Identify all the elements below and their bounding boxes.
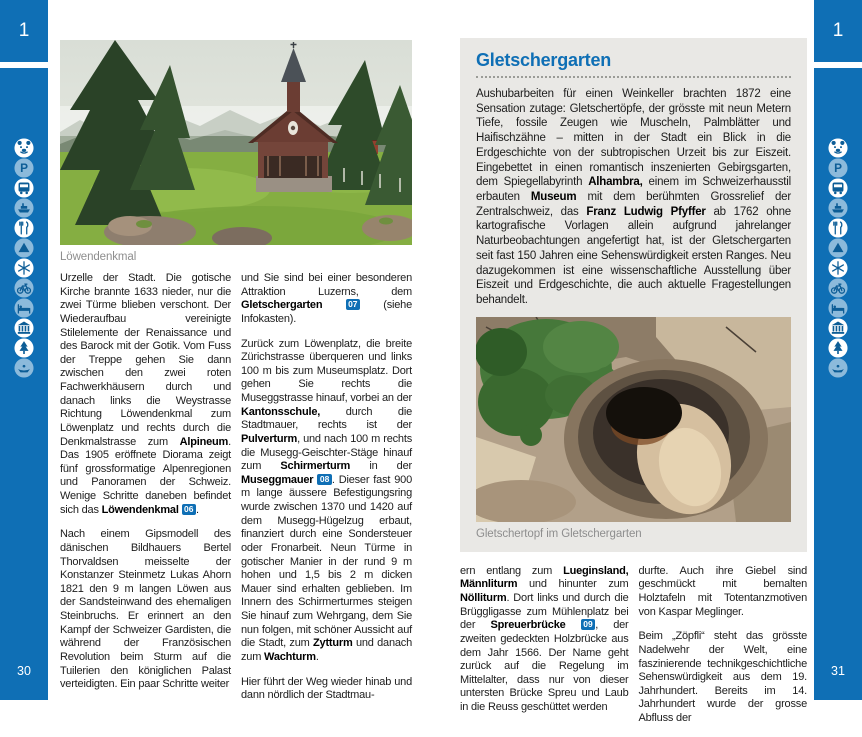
forest-icon (14, 338, 34, 358)
body-paragraph: ern entlang zum Lueginsland, Männliturm und hinunter zum Nölliturm. Dort links und durch die Brüggligasse zum Mühlenplatz bei der Spreuerbrücke 09 , der zweiten gedeckten Holzbrücke aus dem Jahr 1566. Der Name geht zurück auf die Regelung im Mittelalter, dass nur von dieser untersten Brücke Spreu und Laub in die Reuss geschüttet werden (460, 564, 629, 714)
sidebar-bar (0, 68, 48, 700)
rowboat-icon (14, 358, 34, 378)
text-column-2 (639, 565, 808, 737)
dotted-rule (476, 76, 791, 78)
text-column-1 (60, 272, 231, 714)
forest-icon (828, 338, 848, 358)
body-paragraph: Zurück zum Löwenplatz, die breite Zürichstrasse überqueren und links 100 m bis zum Museumsplatz. Dort gehen Sie rechts die Museggstrasse hinauf, vorbei an der Kantonsschule, durch die Stadtmauer, rechts ist der Pulverturm, und nach 100 m rechts die Musegg-Geischter-Stäge hinauf zum Schirmerturm in der Museggmauer 08 . Dieser fast 900 m lange äussere Befestigungsring wurde zwischen 1370 und 1420 auf dem Musegg-Hügelzug erbaut, finanziert durch eine Sondersteuer oder Fronarbeit. Neun Türme in gotischer Manier in der rund 9 m hohen und 1,5 bis 2 m dicken Mauer sind erhalten geblieben. Im Innern des Schirmerturmes steigen Sie hinauf zum Wehrgang, dem Sie nun folgen, mit schöner Aussicht auf die Stadt, zum Zytturm und danach zum Wachturm. (241, 337, 413, 663)
body-paragraph: und Sie sind bei einer besonderen Attraktion Luzerns, dem Gletschergarten 07 (siehe Infokasten). (241, 272, 412, 325)
chapter-tab (814, 0, 862, 62)
bear-icon (828, 138, 848, 158)
mountain-icon (828, 238, 848, 258)
restaurant-icon (828, 218, 848, 238)
page-number-left: 30 (17, 664, 31, 678)
body-paragraph: durfte. Auch ihre Giebel sind geschmückt mit bemalten Holztafeln mit Totentanzmotiven von Kaspar Meglinger. (638, 564, 807, 618)
svg-text:P: P (20, 161, 28, 176)
chapel-photo (60, 40, 412, 245)
page-number-right: 31 (831, 664, 845, 678)
chapter-number: 1 (832, 20, 844, 41)
right-page (460, 38, 807, 737)
rowboat-icon (828, 358, 848, 378)
museum-icon (14, 318, 34, 338)
steamboat-icon (14, 198, 34, 218)
infobox-body: Aushubarbeiten für einen Weinkeller brachten 1872 eine Sensation zutage: Gletschertöpfe, der grösste mit neun Metern Tiefe, fossile Zeugen wie Muscheln, Palmblätter und Haifischzähne – mitten in der Stadt ein Blick in die Erdgeschichte von der subtropischen Urzeit bis zur Eiszeit. Eingebettet in einen romantisch inszenierten Gebirgsgarten, dem Spiegellabyrinth Alhambra, einem im Schweizerhausstil erbauten Museum mit dem berühmten Grossrelief der Zentralschweiz, das Franz Ludwig Pfyffer ab 1762 ohne kartografische Vorlagen allein aufgrund jahrelanger Naturbeobachtungen angefertigt hat, ist der Gletschergarten seit fast 150 Jahren eine Sehenswürdigkeit ersten Ranges. Neu dazugekommen ist eine wissenschaftliche Ausstellung über Eiszeit und Erdgeschichte, die auch aktuelle Fragestellungen behandelt. (476, 88, 791, 307)
sidebar-icons (0, 138, 48, 378)
chapter-sidebar-right (814, 0, 862, 700)
bus-icon (828, 178, 848, 198)
chapter-sidebar-left (0, 0, 48, 700)
parking-icon (14, 158, 34, 178)
bicycle-icon (14, 278, 34, 298)
museum-icon (828, 318, 848, 338)
body-paragraph: Nach einem Gipsmodell des dänischen Bildhauers Bertel Thorvaldsen meisselte der Konstanzer Steinmetz Lukas Ahorn 1821 den 9 m langen Löwen aus der Sandsteinwand des ehemaligen Steinbruchs. Er erinnert an den Kampf der Schweizer Gardisten, die während der Französischen Revolution beim Sturm auf die Tuilerien den königlichen Palast verteidigten. Ein paar Schritte weiter (60, 528, 231, 691)
text-column-1 (460, 565, 629, 737)
infobox-gletschergarten (460, 38, 807, 552)
left-page (60, 40, 412, 714)
hotel-bed-icon (828, 298, 848, 318)
bus-icon (14, 178, 34, 198)
snowflake-icon (14, 258, 34, 278)
chapter-number: 1 (18, 20, 30, 41)
svg-text:P: P (834, 161, 842, 176)
body-paragraph: Urzelle der Stadt. Die gotische Kirche brannte 1633 nieder, nur die zwei Türme blieben verschont. Der Wiederaufbau vereinigte Stilelemente der Renaissance und des Barock mit der Gotik. Vom Fuss der Treppe gehen Sie dann zwischen den zwei roten Fachwerkhäusern durch und danach links die Weystrasse Richtung Löwendenkmal zum Löwenplatz und rechts durch die Denkmalstrasse zum Alpineum. Das 1905 eröffnete Diorama zeigt fünf grossformatige Alpenregionen und Panoramen der Schweiz. Wenige Schritte daneben befindet sich das Löwendenkmal 06 . (60, 272, 231, 516)
sidebar-icons (814, 138, 862, 378)
snowflake-icon (828, 258, 848, 278)
parking-icon (828, 158, 848, 178)
bear-icon (14, 138, 34, 158)
text-column-2 (241, 272, 412, 714)
glacier-pothole-photo (476, 317, 791, 522)
bicycle-icon (828, 278, 848, 298)
hotel-bed-icon (14, 298, 34, 318)
restaurant-icon (14, 218, 34, 238)
chapter-tab (0, 0, 48, 62)
steamboat-icon (828, 198, 848, 218)
photo-caption: Löwendenkmal (60, 251, 137, 263)
left-page-columns (60, 272, 412, 714)
body-paragraph: Beim „Zöpfli“ steht das grösste Nadelwehr der Welt, eine faszinierende technikgeschichtliche Sehenswürdigkeit aus dem 19. Jahrhundert. Bereits im 14. Jahrhundert wurde der grosse Abfluss der (638, 630, 807, 725)
infobox-title: Gletschergarten (476, 50, 612, 70)
sidebar-bar (814, 68, 862, 700)
photo-caption: Gletschertopf im Gletschergarten (476, 527, 642, 540)
mountain-icon (14, 238, 34, 258)
right-page-columns (460, 565, 807, 737)
body-paragraph: Hier führt der Weg wieder hinab und dann nördlich der Stadtmau- (241, 675, 412, 702)
